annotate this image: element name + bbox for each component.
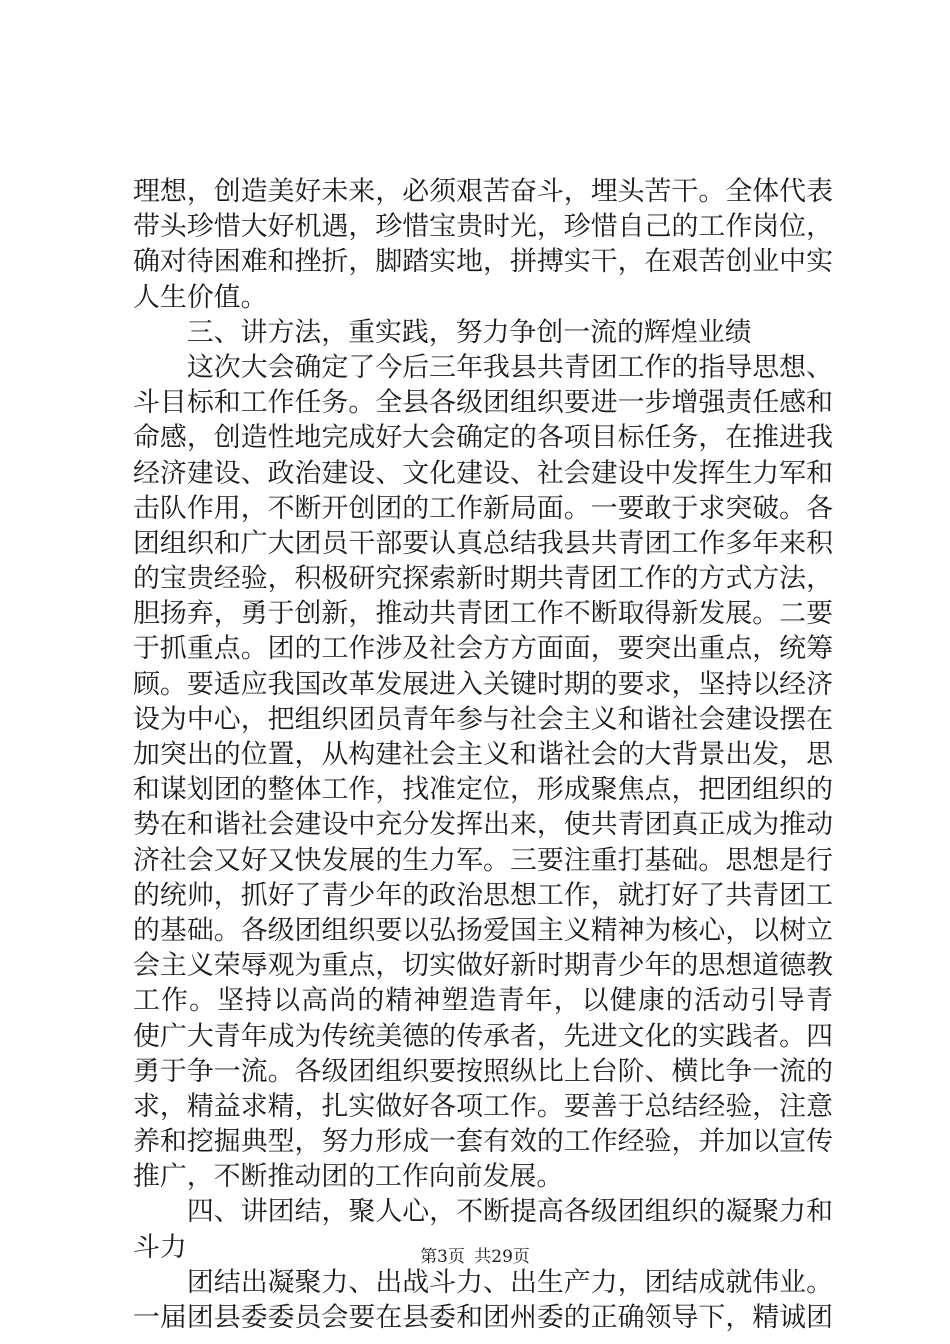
text-line: 势在和谐社会建设中充分发挥出来，使共青团真正成为推动: [133, 809, 833, 841]
text-line: 的宝贵经验，积极研究探索新时期共青团工作的方式方法，: [133, 563, 833, 595]
text-line: 会主义荣辱观为重点，切实做好新时期青少年的思想道德教: [133, 950, 833, 982]
text-line: 击队作用，不断开创团的工作新局面。一要敢于求突破。各: [133, 492, 833, 524]
text-line: 一届团县委委员会要在县委和团州委的正确领导下，精诚团: [133, 1302, 833, 1333]
text-line: 济社会又好又快发展的生力军。三要注重打基础。思想是行: [133, 844, 833, 876]
text-line: 确对待困难和挫折，脚踏实地，拼搏实干，在艰苦创业中实: [133, 246, 833, 278]
text-line: 人生价值。: [133, 281, 268, 313]
text-line: 经济建设、政治建设、文化建设、社会建设中发挥生力军和: [133, 457, 833, 489]
page-footer: [0, 1242, 950, 1267]
text-line: 工作。坚持以高尚的精神塑造青年，以健康的活动引导青: [133, 985, 833, 1017]
text-line: 使广大青年成为传统美德的传承者，先进文化的实践者。四: [133, 1020, 833, 1052]
text-line: 三、讲方法，重实践，努力争创一流的辉煌业绩: [133, 316, 752, 348]
text-line: 团组织和广大团员干部要认真总结我县共青团工作多年来积: [133, 527, 833, 559]
text-line: 带头珍惜大好机遇，珍惜宝贵时光，珍惜自己的工作岗位，: [133, 211, 833, 243]
text-line: 斗目标和工作任务。全县各级团组织要进一步增强责任感和: [133, 387, 833, 419]
text-line: 养和挖掘典型，努力形成一套有效的工作经验，并加以宣传: [133, 1126, 833, 1158]
text-line: 斗力: [133, 1231, 187, 1263]
text-line: 团结出凝聚力、出战斗力、出生产力，团结成就伟业。: [186, 1266, 833, 1298]
text-line: 设为中心，把组织团员青年参与社会主义和谐社会建设摆在: [133, 703, 833, 735]
body-text: [133, 174, 833, 1335]
text-line: 命感，创造性地完成好大会确定的各项目标任务，在推进我: [133, 422, 833, 454]
text-line: 四、讲团结，聚人心，不断提高各级团组织的凝聚力和: [186, 1196, 833, 1228]
text-line: 顾。要适应我国改革发展进入关键时期的要求，坚持以经济: [133, 668, 833, 700]
text-line: 加突出的位置，从构建社会主义和谐社会的大背景出发，思: [133, 739, 833, 770]
text-line: 和谋划团的整体工作，找准定位，形成聚焦点，把团组织的: [133, 774, 833, 806]
text-line: 推广，不断推动团的工作向前发展。: [133, 1161, 564, 1193]
text-line: 于抓重点。团的工作涉及社会方方面面，要突出重点，统筹: [133, 633, 833, 665]
text-line: 的统帅，抓好了青少年的政治思想工作，就打好了共青团工: [133, 879, 833, 911]
page-total: 共29页: [474, 1247, 530, 1267]
text-line: 求，精益求精，扎实做好各项工作。要善于总结经验，注意: [133, 1090, 833, 1122]
text-line: 这次大会确定了今后三年我县共青团工作的指导思想、: [186, 351, 833, 383]
text-line: 理想，创造美好未来，必须艰苦奋斗，埋头苦干。全体代表: [133, 176, 833, 207]
text-line: 勇于争一流。各级团组织要按照纵比上台阶、横比争一流的: [133, 1055, 833, 1087]
text-line: 胆扬弃，勇于创新，推动共青团工作不断取得新发展。二要: [133, 598, 833, 630]
text-line: 的基础。各级团组织要以弘扬爱国主义精神为核心，以树立: [133, 914, 833, 946]
page-number: 第3页: [420, 1247, 465, 1267]
